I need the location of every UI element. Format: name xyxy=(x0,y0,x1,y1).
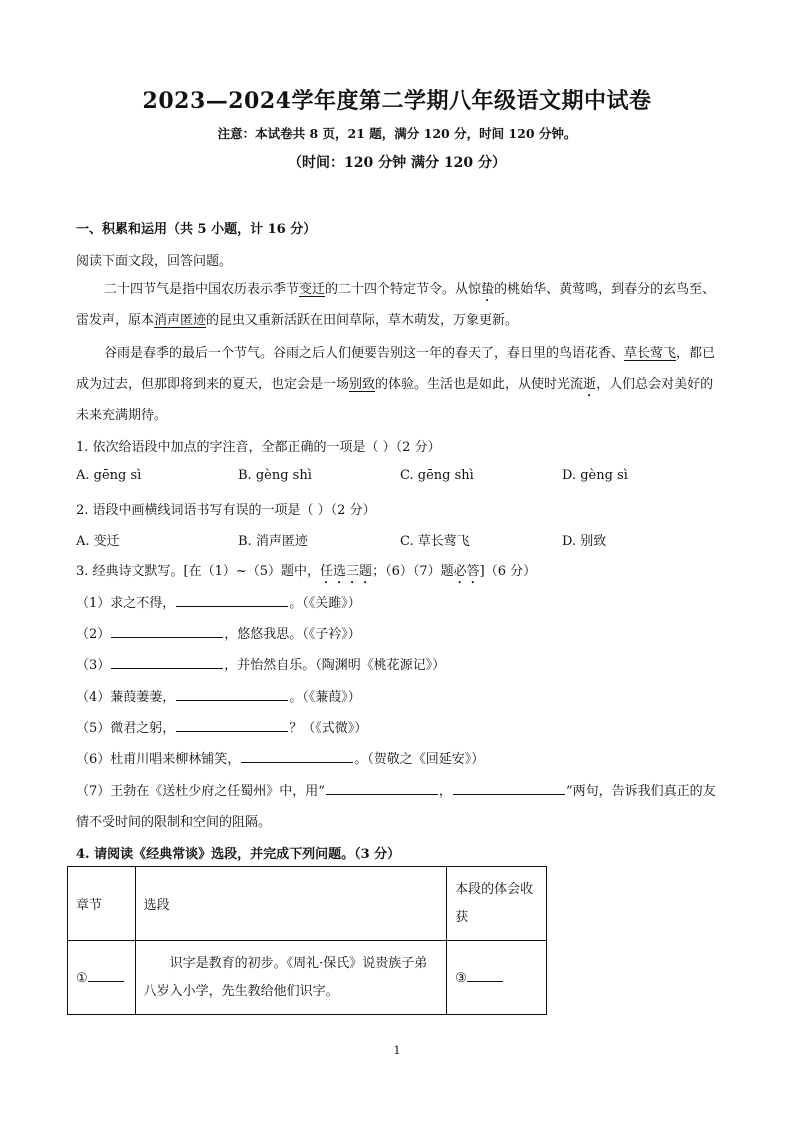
q2-option-a: A. 变迁 xyxy=(76,534,120,549)
answer-blank[interactable] xyxy=(326,782,438,795)
header-gain: 本段的体会收获 xyxy=(447,867,547,941)
q3-line-7-continued: 情不受时间的限制和空间的阻隔。 xyxy=(76,815,272,830)
q3-line-3: （3） ，并怡然自乐。（陶渊明《桃花源记》） xyxy=(76,658,446,673)
excerpt-cell: 识字是教育的初步。《周礼·保氏》说贵族子弟八岁入小学，先生教给他们识字。 xyxy=(135,941,447,1015)
header-excerpt: 选段 xyxy=(135,867,447,941)
q3-line-6: （6）杜甫川唱来柳林铺笑， 。（贺敬之《回延安》） xyxy=(76,752,485,767)
q3-line-1: （1）求之不得， 。（《关雎》） xyxy=(76,596,361,611)
q1-option-b: B. gèng shì xyxy=(238,468,312,483)
q2-option-d: D. 别致 xyxy=(562,534,607,549)
q3-line-4: （4）蒹葭萋萋， 。（《蒹葭》） xyxy=(76,690,361,705)
answer-blank[interactable] xyxy=(176,594,288,607)
q1-option-d: D. gèng sì xyxy=(562,468,628,483)
q1-option-a: A. gēng sì xyxy=(76,468,142,483)
section1-intro: 阅读下面文段，回答问题。 xyxy=(76,254,233,269)
answer-blank[interactable] xyxy=(241,750,353,763)
q2-option-b: B. 消声匿迹 xyxy=(238,534,308,549)
q3-line-2: （2） ，悠悠我思。（《子衿》） xyxy=(76,627,361,642)
table-header-row xyxy=(68,867,547,941)
answer-blank[interactable] xyxy=(467,969,503,982)
answer-blank[interactable] xyxy=(111,656,223,669)
answer-blank[interactable] xyxy=(111,625,223,638)
table-row xyxy=(68,941,547,1015)
exam-notice: 注意：本试卷共 8 页，21 题，满分 120 分，时间 120 分钟。 xyxy=(217,126,577,141)
answer-blank[interactable] xyxy=(176,688,288,701)
q2-option-c: C. 草长莺飞 xyxy=(400,534,470,549)
question-3-stem: 3. 经典诗文默写。[在（1）~（5）题中，任选三题；（6）（7）题必答]（6 分） xyxy=(76,564,537,579)
chapter-cell: ① xyxy=(68,941,136,1015)
q3-line-5: （5）微君之躬， ？（《式微》） xyxy=(76,721,368,736)
page-number: 1 xyxy=(393,1044,401,1057)
passage-paragraph-2: 谷雨是春季的最后一个节气。谷雨之后人们便要告别这一年的春天了，春日里的鸟语花香、草长莺飞，都已成为过去，但那即将到来的夏天，也定会是一场别致的体验。生活也是如此，从使时光流逝，人们总会对美好的未来充满期待。 xyxy=(76,346,716,423)
passage-paragraph-1: 二十四节气是指中国农历表示季节变迁的二十四个特定节令。从惊蛰的桃始华、黄莺鸣，到春分的玄鸟至、雷发声，原本消声匿迹的昆虫又重新活跃在田间草际，草木萌发，万象更新。 xyxy=(76,282,716,328)
header-chapter: 章节 xyxy=(68,867,136,941)
answer-blank[interactable] xyxy=(176,719,288,732)
answer-blank[interactable] xyxy=(88,969,124,982)
answer-blank[interactable] xyxy=(453,782,565,795)
reading-table xyxy=(67,866,547,1015)
exam-title: 2023—2024学年度第二学期八年级语文期中试卷 xyxy=(142,88,652,114)
question-1-stem: 1. 依次给语段中加点的字注音，全都正确的一项是（ ）（2 分） xyxy=(76,440,441,455)
question-2-stem: 2. 语段中画横线词语书写有误的一项是（ ）（2 分） xyxy=(76,503,376,518)
exam-time: （时间：120 分钟 满分 120 分） xyxy=(288,155,506,171)
q3-line-7: （7）王勃在《送杜少府之任蜀州》中，用“ ， ”两句，告诉我们真正的友 xyxy=(76,784,716,799)
question-4-stem: 4. 请阅读《经典常谈》选段，并完成下列问题。（3 分） xyxy=(76,847,401,862)
gain-cell: ③ xyxy=(447,941,547,1015)
q1-option-c: C. gēng shì xyxy=(400,468,474,483)
section1-heading: 一、积累和运用（共 5 小题，计 16 分） xyxy=(76,222,317,237)
